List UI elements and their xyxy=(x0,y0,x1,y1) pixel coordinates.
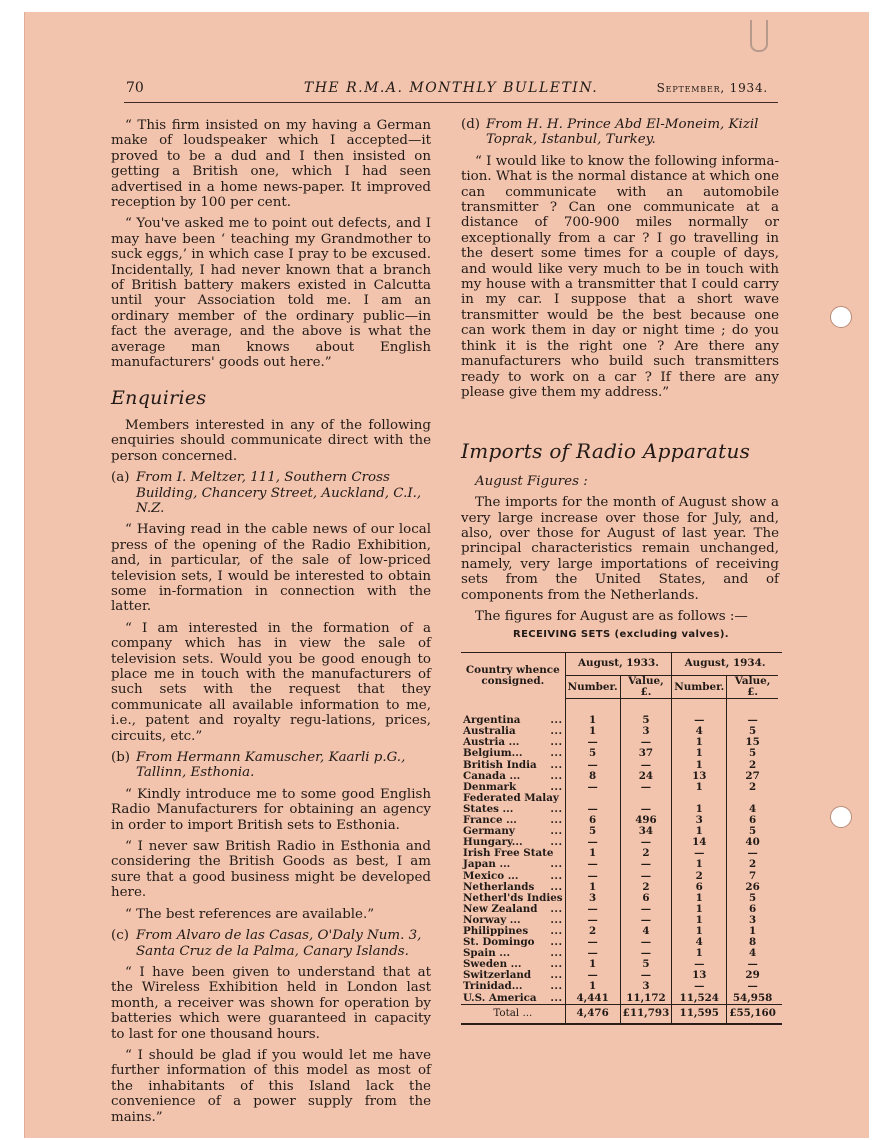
country-name: Mexico ... xyxy=(463,869,519,882)
number-1933-cell: — xyxy=(565,904,620,915)
value-1933-cell: 4 xyxy=(620,926,672,937)
number-1934-cell: — xyxy=(672,959,727,970)
paper-clip-mark xyxy=(750,20,768,52)
value-1934-cell: 40 xyxy=(727,837,778,848)
row-spacer xyxy=(778,959,782,970)
value-1933-cell: 3 xyxy=(620,726,672,737)
leader-dots: ... xyxy=(550,913,563,926)
punch-hole-upper xyxy=(830,306,852,328)
number-1934-cell: 1 xyxy=(672,826,727,837)
row-spacer xyxy=(778,871,782,882)
receiving-sets-table xyxy=(461,652,782,1025)
row-spacer xyxy=(778,848,782,859)
number-1933-cell: 1 xyxy=(565,882,620,893)
table-title xyxy=(462,629,780,640)
country-name: Norway ... xyxy=(463,913,521,926)
leader-dots: ... xyxy=(550,747,563,760)
enquiry-from: From Hermann Kamuscher, Kaarli p.G., Tallinn, Esthonia. xyxy=(136,750,406,781)
number-1934-cell: 13 xyxy=(672,771,727,782)
paragraph: “ Having read in the cable news of our local press of the opening of the Radio Exhibition, and, in particular, of the sale of low-priced television sets, I would be interested to obtain some in-formation in connection with the latter. xyxy=(111,522,431,615)
number-1934-cell: — xyxy=(672,848,727,859)
number-1934-cell: — xyxy=(672,981,727,992)
number-1934-cell: 1 xyxy=(672,926,727,937)
total-label-dots: ... xyxy=(522,1007,533,1020)
column-header-number-1933: Number. xyxy=(565,676,620,699)
paragraph: The figures for August are as follows :— xyxy=(475,608,748,624)
total-number-1934: 11,595 xyxy=(672,1004,727,1024)
leader-dots: ... xyxy=(550,936,563,949)
value-1934-cell: 3 xyxy=(727,915,778,926)
number-1933-cell: 5 xyxy=(565,748,620,759)
leader-dots: ... xyxy=(550,980,563,993)
enquiry-label: (c) xyxy=(111,928,129,944)
value-1933-cell: 11,172 xyxy=(620,993,672,1005)
row-spacer xyxy=(778,837,782,848)
country-name: British India xyxy=(463,758,537,771)
country-name: Austria ... xyxy=(463,736,520,749)
value-1933-cell: 2 xyxy=(620,882,672,893)
number-1933-cell: 1 xyxy=(565,726,620,737)
number-1934-cell: 1 xyxy=(672,915,727,926)
value-1934-cell: 7 xyxy=(727,871,778,882)
number-1933-cell: 3 xyxy=(565,893,620,904)
left-column xyxy=(111,118,431,1131)
row-spacer xyxy=(778,993,782,1005)
column-group-1934: August, 1934. xyxy=(672,653,778,676)
row-spacer xyxy=(778,859,782,870)
country-name: New Zealand xyxy=(463,902,538,915)
country-cell xyxy=(461,993,565,1005)
value-1933-cell: — xyxy=(620,760,672,771)
number-1933-cell: 8 xyxy=(565,771,620,782)
column-header-value-1934: Value, £. xyxy=(727,676,778,699)
leader-dots: ... xyxy=(550,836,563,849)
value-1934-cell: — xyxy=(727,715,778,726)
paragraph: “ I am interested in the formation of a company which has in view the sale of television sets. Would you be good enough to place me in touch with the manufacturers of such sets with the request that they communicate all available information to me, i.e., patent and royalty regu-lations, prices, circuits, etc.” xyxy=(111,620,431,744)
row-spacer xyxy=(778,748,782,759)
value-1934-cell: 6 xyxy=(727,904,778,915)
number-1933-cell: — xyxy=(565,737,620,748)
leader-dots: ... xyxy=(550,725,563,738)
country-name: States ... xyxy=(463,802,514,815)
number-1933-cell: — xyxy=(565,937,620,948)
column-header-number-1934: Number. xyxy=(672,676,727,699)
enquiry-from: From I. Meltzer, 111, Southern Cross Building, Chancery Street, Auckland, C.I., N.Z. xyxy=(136,470,422,516)
row-spacer xyxy=(778,771,782,782)
leader-dots: ... xyxy=(550,969,563,982)
number-1933-cell: 1 xyxy=(565,959,620,970)
total-value-1934: £55,160 xyxy=(727,1004,778,1024)
imports-heading: Imports of Radio Apparatus xyxy=(461,439,751,464)
row-spacer xyxy=(778,804,782,815)
number-1934-cell: 1 xyxy=(672,782,727,793)
value-1933-cell: — xyxy=(620,837,672,848)
country-name: Netherl'ds Indies xyxy=(463,891,563,904)
row-spacer xyxy=(778,904,782,915)
number-1934-cell: 1 xyxy=(672,893,727,904)
country-name: Netherlands xyxy=(463,880,535,893)
leader-dots: ... xyxy=(550,924,563,937)
row-spacer xyxy=(778,726,782,737)
row-spacer xyxy=(778,782,782,793)
column-header-value-1933: Value, £. xyxy=(620,676,672,699)
value-1934-cell: 54,958 xyxy=(727,993,778,1005)
number-1934-cell: — xyxy=(672,715,727,726)
number-1934-cell: 1 xyxy=(672,737,727,748)
row-spacer xyxy=(778,937,782,948)
number-1933-cell: 6 xyxy=(565,815,620,826)
enquiry-a-source xyxy=(111,470,431,516)
number-1933-cell: — xyxy=(565,871,620,882)
country-name: Sweden ... xyxy=(463,958,522,971)
value-1933-cell: 34 xyxy=(620,826,672,837)
leader-dots: ... xyxy=(550,780,563,793)
leader-dots: ... xyxy=(550,991,563,1004)
number-1934-cell: 11,524 xyxy=(672,993,727,1005)
country-name: Denmark xyxy=(463,780,517,793)
row-spacer xyxy=(778,826,782,837)
value-1934-cell: 2 xyxy=(727,859,778,870)
number-1933-cell: — xyxy=(565,915,620,926)
country-name: Federated Malay xyxy=(463,791,559,804)
paragraph: “ I never saw British Radio in Esthonia and considering the British Goods as best, I am sure that a good business might be developed here. xyxy=(111,839,431,901)
value-1934-cell: 15 xyxy=(727,737,778,748)
leader-dots: ... xyxy=(550,880,563,893)
value-1933-cell: — xyxy=(620,970,672,981)
total-label-text: Total xyxy=(493,1007,520,1020)
enquiries-heading: Enquiries xyxy=(111,386,207,409)
table-body xyxy=(461,699,782,1004)
number-1933-cell: 2 xyxy=(565,926,620,937)
number-1934-cell: 4 xyxy=(672,937,727,948)
value-1933-cell: 37 xyxy=(620,748,672,759)
value-1934-cell: 5 xyxy=(727,726,778,737)
country-name: Trinidad... xyxy=(463,980,523,993)
number-1933-cell: — xyxy=(565,859,620,870)
row-spacer xyxy=(778,893,782,904)
country-name: France ... xyxy=(463,814,517,827)
value-1934-cell: 5 xyxy=(727,826,778,837)
value-1933-cell: — xyxy=(620,859,672,870)
paragraph: “ You've asked me to point out defects, and I may have been ‘ teaching my Grandmother to suck eggs,’ in which case I pray to be excused. Incidentally, I had never known that a branch of British battery makers existed in Calcutta until your Association told me. I am an ordinary member of the ordinary public—in fact the average, and the above is what the average man knows about English manufacturers' goods out here.” xyxy=(111,216,431,371)
value-1933-cell: — xyxy=(620,948,672,959)
page-header xyxy=(124,80,778,103)
total-spacer xyxy=(778,1004,782,1024)
number-1934-cell: 1 xyxy=(672,904,727,915)
country-name: Hungary... xyxy=(463,836,523,849)
number-1934-cell: 3 xyxy=(672,815,727,826)
number-1933-cell: 1 xyxy=(565,848,620,859)
enquiry-c-source xyxy=(111,928,431,959)
table-title-main: RECEIVING SETS xyxy=(512,629,611,640)
publication-title: THE R.M.A. MONTHLY BULLETIN. xyxy=(303,80,599,96)
enquiry-b-source xyxy=(111,750,431,781)
paragraph: The imports for the month of August show a very large increase over those for July, and, also, over those for August of last year. The principal characteristics remain unchanged, namely, very large importations of receiving sets from the United States, and of components from the Netherlands. xyxy=(461,495,779,603)
punch-hole-lower xyxy=(830,806,852,828)
value-1934-cell: 5 xyxy=(727,748,778,759)
value-1933-cell: — xyxy=(620,737,672,748)
value-1934-cell: 29 xyxy=(727,970,778,981)
total-label xyxy=(461,1004,565,1024)
number-1934-cell: 13 xyxy=(672,970,727,981)
header-spacer xyxy=(778,653,782,676)
value-1933-cell: — xyxy=(620,782,672,793)
country-name: U.S. America xyxy=(463,991,537,1004)
number-1934-cell: 4 xyxy=(672,726,727,737)
paragraph: “ I would like to know the following informa-tion. What is the normal distance at which one can communicate with an automobile transmitter ? Can one communicate at a distance of 700-900 miles normally or exceptionally from a car ? I go travelling in the desert some times for a couple of days, and would like very much to be in touch with my house with a transmitter that I could carry in my car. I suppose that a short wave transmitter would be the best because one can work them in day or night time ; do you think it is the right one ? Are there any manufacturers who build such transmitters ready to work on a car ? If there are any please give them my address.” xyxy=(461,153,779,400)
value-1933-cell: 24 xyxy=(620,771,672,782)
country-name: Argentina xyxy=(463,714,521,727)
value-1934-cell: 2 xyxy=(727,760,778,771)
value-1934-cell: 8 xyxy=(727,937,778,948)
number-1934-cell: 1 xyxy=(672,760,727,771)
enquiries-intro: Members interested in any of the following enquiries should communicate direct with the person concerned. xyxy=(111,417,431,464)
value-1933-cell: 5 xyxy=(620,959,672,970)
leader-dots: ... xyxy=(550,814,563,827)
country-name: Canada ... xyxy=(463,769,521,782)
row-spacer xyxy=(778,915,782,926)
number-1933-cell: — xyxy=(565,948,620,959)
issue-date: September, 1934. xyxy=(656,81,768,95)
number-1933-cell: — xyxy=(565,760,620,771)
enquiry-d-source xyxy=(461,117,779,148)
country-name: St. Domingo xyxy=(463,936,535,949)
value-1934-cell: 2 xyxy=(727,782,778,793)
number-1933-cell: 4,441 xyxy=(565,993,620,1005)
table-title-qualifier: (excluding valves). xyxy=(614,629,730,640)
row-spacer xyxy=(778,815,782,826)
column-header-country: Country whence consigned. xyxy=(461,653,565,699)
column-group-1933: August, 1933. xyxy=(565,653,672,676)
row-spacer xyxy=(778,737,782,748)
enquiry-from: From H. H. Prince Abd El-Moneim, Kizil Toprak, Istanbul, Turkey. xyxy=(486,117,759,148)
row-spacer xyxy=(778,760,782,771)
row-spacer xyxy=(778,926,782,937)
country-name: Germany xyxy=(463,825,515,838)
value-1933-cell: 3 xyxy=(620,981,672,992)
value-1934-cell: 1 xyxy=(727,926,778,937)
paragraph: “ This firm insisted on my having a German make of loudspeaker which I accepted—it proved to be a dud and I then insisted on getting a British one, which I had seen advertised in a home news-paper. It improved reception by 100 per cent. xyxy=(111,118,431,211)
leader-dots: ... xyxy=(550,858,563,871)
row-spacer xyxy=(778,793,782,804)
value-1933-cell: — xyxy=(620,937,672,948)
value-1933-cell: — xyxy=(620,871,672,882)
value-1934-cell: — xyxy=(727,848,778,859)
leader-dots: ... xyxy=(550,869,563,882)
header-spacer xyxy=(778,676,782,699)
number-1933-cell: — xyxy=(565,804,620,815)
enquiry-label: (d) xyxy=(461,117,481,132)
value-1933-cell: 496 xyxy=(620,815,672,826)
country-name: Japan ... xyxy=(463,858,511,871)
value-1933-cell: — xyxy=(620,804,672,815)
country-name: Belgium... xyxy=(463,747,523,760)
value-1934-cell: — xyxy=(727,959,778,970)
leader-dots: ... xyxy=(550,958,563,971)
enquiry-label: (a) xyxy=(111,470,130,486)
value-1934-cell: 6 xyxy=(727,815,778,826)
leader-dots: ... xyxy=(550,902,563,915)
value-1933-cell: 5 xyxy=(620,715,672,726)
enquiry-from: From Alvaro de las Casas, O'Daly Num. 3, Santa Cruz de la Palma, Canary Islands. xyxy=(136,928,422,959)
value-1933-cell: — xyxy=(620,915,672,926)
number-1933-cell: — xyxy=(565,970,620,981)
total-value-1933: £11,793 xyxy=(620,1004,672,1024)
value-1934-cell: 4 xyxy=(727,948,778,959)
value-1934-cell: 5 xyxy=(727,893,778,904)
number-1934-cell: 1 xyxy=(672,859,727,870)
country-name: Spain ... xyxy=(463,947,511,960)
country-name: Australia xyxy=(463,725,516,738)
paragraph: “ I should be glad if you would let me have further information of this model as most of the inhabitants of this Island lack the convenience of a power supply from the mains.” xyxy=(111,1047,431,1125)
august-figures-label: August Figures : xyxy=(475,473,588,489)
value-1934-cell: — xyxy=(727,981,778,992)
number-1933-cell: — xyxy=(565,782,620,793)
value-1933-cell: — xyxy=(620,904,672,915)
leader-dots: ... xyxy=(550,758,563,771)
value-1934-cell: 26 xyxy=(727,882,778,893)
number-1933-cell: 1 xyxy=(565,981,620,992)
number-1934-cell: 2 xyxy=(672,871,727,882)
number-1934-cell: 6 xyxy=(672,882,727,893)
country-name: Irish Free State xyxy=(463,847,554,860)
row-spacer xyxy=(778,981,782,992)
table-row xyxy=(461,993,782,1005)
paragraph: “ Kindly introduce me to some good English Radio Manufacturers for obtaining an agency in order to import British sets to Esthonia. xyxy=(111,786,431,833)
value-1933-cell: 6 xyxy=(620,893,672,904)
paragraph: “ The best references are available.” xyxy=(125,906,375,922)
number-1933-cell: 5 xyxy=(565,826,620,837)
leader-dots: ... xyxy=(550,714,563,727)
country-name: Switzerland xyxy=(463,969,532,982)
enquiry-label: (b) xyxy=(111,750,131,766)
row-spacer xyxy=(778,970,782,981)
value-1934-cell: 4 xyxy=(727,804,778,815)
leader-dots: ... xyxy=(550,802,563,815)
number-1933-cell: — xyxy=(565,837,620,848)
table-total-row xyxy=(461,1004,782,1024)
number-1934-cell: 14 xyxy=(672,837,727,848)
leader-dots: ... xyxy=(550,825,563,838)
country-name: Philippines xyxy=(463,924,529,937)
leader-dots: ... xyxy=(550,736,563,749)
row-spacer xyxy=(778,948,782,959)
page-number: 70 xyxy=(126,80,144,96)
number-1933-cell: 1 xyxy=(565,715,620,726)
number-1934-cell: 1 xyxy=(672,948,727,959)
number-1934-cell: 1 xyxy=(672,748,727,759)
row-spacer xyxy=(778,882,782,893)
leader-dots: ... xyxy=(550,769,563,782)
value-1934-cell: 27 xyxy=(727,771,778,782)
row-spacer xyxy=(778,715,782,726)
leader-dots: ... xyxy=(550,947,563,960)
number-1934-cell: 1 xyxy=(672,804,727,815)
right-column xyxy=(461,117,779,630)
total-number-1933: 4,476 xyxy=(565,1004,620,1024)
paragraph: “ I have been given to understand that at the Wireless Exhibition held in London last month, a receiver was shown for operation by batteries which were guaranteed in capacity to last for one thousand hours. xyxy=(111,964,431,1042)
value-1933-cell: 2 xyxy=(620,848,672,859)
